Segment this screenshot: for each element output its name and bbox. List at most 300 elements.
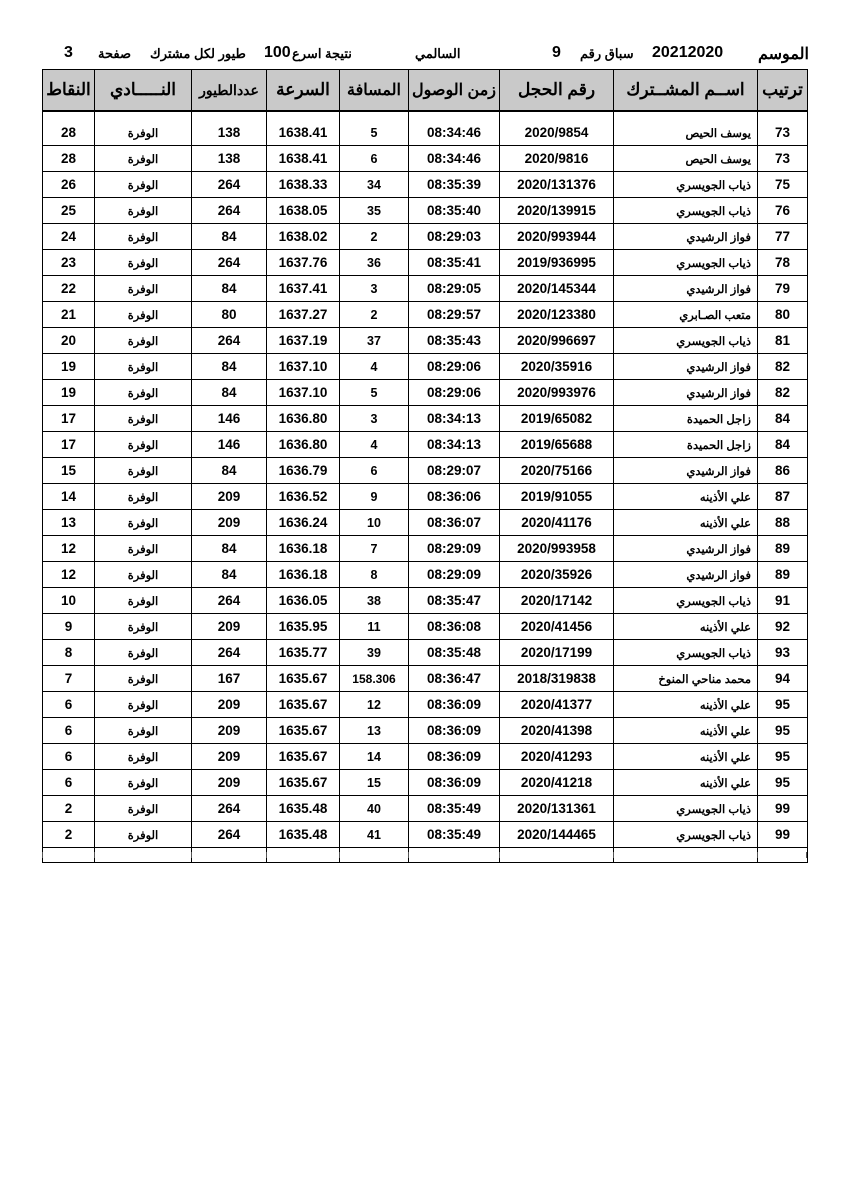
cell-bird-count: 209 (192, 692, 267, 718)
cell-member-name: فواز الرشيدي (614, 536, 758, 562)
cell-club: الوفرة (95, 302, 192, 328)
cell-bird-count: 209 (192, 718, 267, 744)
cell-ring-number: 2020/17142 (500, 588, 614, 614)
cell-distance: 3 (340, 276, 409, 302)
table-row (43, 432, 808, 458)
cell-rank: 95 (758, 692, 808, 718)
cell-arrival-time: 08:34:46 (409, 146, 500, 172)
cell-arrival-time: 08:35:41 (409, 250, 500, 276)
cell-club: الوفرة (95, 562, 192, 588)
cell-club: الوفرة (95, 146, 192, 172)
cell-ring-number: 2020/41456 (500, 614, 614, 640)
cell-rank: 95 (758, 770, 808, 796)
col-member-name-header: اســم المشــترك (614, 70, 758, 112)
table-row (43, 224, 808, 250)
page-label: صفحة (98, 46, 131, 61)
cell-distance: 13 (340, 718, 409, 744)
table-row (43, 614, 808, 640)
cell-rank: 99 (758, 822, 808, 848)
cell-distance: 5 (340, 380, 409, 406)
cell-distance: 6 (340, 458, 409, 484)
cell-rank: 89 (758, 562, 808, 588)
blank-cell (192, 848, 267, 863)
table-row (43, 354, 808, 380)
cell-club: الوفرة (95, 172, 192, 198)
tick-mark (806, 852, 807, 858)
race-name: السالمي (415, 46, 461, 61)
cell-bird-count: 84 (192, 562, 267, 588)
cell-points: 6 (43, 692, 95, 718)
table-row (43, 562, 808, 588)
cell-arrival-time: 08:29:57 (409, 302, 500, 328)
cell-bird-count: 264 (192, 172, 267, 198)
cell-club: الوفرة (95, 588, 192, 614)
cell-club: الوفرة (95, 224, 192, 250)
cell-rank: 86 (758, 458, 808, 484)
cell-ring-number: 2020/17199 (500, 640, 614, 666)
cell-ring-number: 2020/35926 (500, 562, 614, 588)
table-row (43, 302, 808, 328)
cell-distance: 7 (340, 536, 409, 562)
cell-rank: 99 (758, 796, 808, 822)
cell-ring-number: 2020/41398 (500, 718, 614, 744)
cell-rank: 75 (758, 172, 808, 198)
cell-distance: 40 (340, 796, 409, 822)
cell-rank: 80 (758, 302, 808, 328)
cell-arrival-time: 08:34:46 (409, 111, 500, 146)
cell-bird-count: 264 (192, 588, 267, 614)
cell-distance: 8 (340, 562, 409, 588)
season-value: 20212020 (652, 44, 724, 61)
col-rank-header: ترتيب (758, 70, 808, 112)
cell-ring-number: 2020/139915 (500, 198, 614, 224)
cell-club: الوفرة (95, 822, 192, 848)
cell-ring-number: 2019/65688 (500, 432, 614, 458)
cell-member-name: فواز الرشيدي (614, 276, 758, 302)
cell-arrival-time: 08:36:06 (409, 484, 500, 510)
cell-member-name: يوسف الحيص (614, 146, 758, 172)
cell-club: الوفرة (95, 536, 192, 562)
race-label: سباق رقم (580, 46, 634, 61)
cell-ring-number: 2020/9854 (500, 111, 614, 146)
cell-rank: 76 (758, 198, 808, 224)
cell-ring-number: 2020/993958 (500, 536, 614, 562)
cell-speed: 1637.10 (267, 354, 340, 380)
cell-speed: 1636.52 (267, 484, 340, 510)
cell-bird-count: 209 (192, 510, 267, 536)
cell-speed: 1637.76 (267, 250, 340, 276)
cell-arrival-time: 08:35:48 (409, 640, 500, 666)
col-ring-number-header: رقم الحجل (500, 70, 614, 112)
tick-mark (266, 852, 267, 858)
tick-mark (613, 852, 614, 858)
cell-ring-number: 2020/996697 (500, 328, 614, 354)
cell-distance: 2 (340, 224, 409, 250)
cell-points: 26 (43, 172, 95, 198)
cell-rank: 73 (758, 111, 808, 146)
cell-member-name: ذياب الجويسري (614, 588, 758, 614)
table-row (43, 172, 808, 198)
cell-speed: 1638.33 (267, 172, 340, 198)
cell-points: 10 (43, 588, 95, 614)
season-label: الموسم (758, 46, 809, 63)
cell-bird-count: 264 (192, 822, 267, 848)
result-label: نتيجة اسرع (292, 46, 352, 61)
cell-member-name: فواز الرشيدي (614, 458, 758, 484)
cell-club: الوفرة (95, 380, 192, 406)
cell-arrival-time: 08:36:47 (409, 666, 500, 692)
cell-ring-number: 2020/35916 (500, 354, 614, 380)
cell-points: 12 (43, 562, 95, 588)
cell-speed: 1635.67 (267, 770, 340, 796)
cell-ring-number: 2020/75166 (500, 458, 614, 484)
blank-cell (267, 848, 340, 863)
cell-speed: 1638.41 (267, 111, 340, 146)
cell-distance: 41 (340, 822, 409, 848)
cell-speed: 1636.80 (267, 406, 340, 432)
cell-points: 28 (43, 146, 95, 172)
table-row (43, 380, 808, 406)
cell-arrival-time: 08:34:13 (409, 432, 500, 458)
table-row (43, 796, 808, 822)
cell-points: 17 (43, 406, 95, 432)
cell-member-name: علي الأذينه (614, 484, 758, 510)
cell-speed: 1635.67 (267, 744, 340, 770)
cell-arrival-time: 08:35:40 (409, 198, 500, 224)
cell-club: الوفرة (95, 614, 192, 640)
cell-ring-number: 2020/9816 (500, 146, 614, 172)
table-row (43, 640, 808, 666)
cell-rank: 73 (758, 146, 808, 172)
cell-club: الوفرة (95, 328, 192, 354)
cell-member-name: ذياب الجويسري (614, 198, 758, 224)
cell-arrival-time: 08:34:13 (409, 406, 500, 432)
cell-club: الوفرة (95, 718, 192, 744)
cell-speed: 1637.41 (267, 276, 340, 302)
cell-rank: 79 (758, 276, 808, 302)
cell-member-name: ذياب الجويسري (614, 172, 758, 198)
cell-distance: 37 (340, 328, 409, 354)
cell-distance: 39 (340, 640, 409, 666)
cell-ring-number: 2020/131361 (500, 796, 614, 822)
cell-rank: 81 (758, 328, 808, 354)
cell-points: 28 (43, 111, 95, 146)
cell-member-name: محمد مناحي المنوخ (614, 666, 758, 692)
cell-points: 12 (43, 536, 95, 562)
cell-points: 9 (43, 614, 95, 640)
cell-arrival-time: 08:36:09 (409, 770, 500, 796)
cell-distance: 10 (340, 510, 409, 536)
cell-arrival-time: 08:36:09 (409, 692, 500, 718)
cell-points: 14 (43, 484, 95, 510)
cell-ring-number: 2020/41293 (500, 744, 614, 770)
cell-club: الوفرة (95, 406, 192, 432)
cell-arrival-time: 08:36:08 (409, 614, 500, 640)
table-header-row (43, 70, 808, 112)
cell-ring-number: 2019/936995 (500, 250, 614, 276)
cell-speed: 1637.10 (267, 380, 340, 406)
cell-member-name: ذياب الجويسري (614, 250, 758, 276)
cell-club: الوفرة (95, 458, 192, 484)
cell-bird-count: 264 (192, 796, 267, 822)
cell-rank: 77 (758, 224, 808, 250)
cell-rank: 82 (758, 380, 808, 406)
cell-distance: 36 (340, 250, 409, 276)
cell-member-name: فواز الرشيدي (614, 224, 758, 250)
cell-bird-count: 146 (192, 432, 267, 458)
blank-cell (340, 848, 409, 863)
cell-distance: 2 (340, 302, 409, 328)
cell-speed: 1636.24 (267, 510, 340, 536)
cell-member-name: ذياب الجويسري (614, 640, 758, 666)
cell-member-name: زاجل الحميدة (614, 432, 758, 458)
table-row (43, 666, 808, 692)
col-bird-count-header: عددالطيور (192, 70, 267, 112)
cell-member-name: متعب الصـابري (614, 302, 758, 328)
cell-points: 13 (43, 510, 95, 536)
cell-ring-number: 2018/319838 (500, 666, 614, 692)
cell-club: الوفرة (95, 640, 192, 666)
cell-member-name: علي الأذينه (614, 510, 758, 536)
cell-rank: 94 (758, 666, 808, 692)
cell-member-name: علي الأذينه (614, 692, 758, 718)
cell-club: الوفرة (95, 770, 192, 796)
cell-arrival-time: 08:36:07 (409, 510, 500, 536)
cell-points: 7 (43, 666, 95, 692)
cell-points: 19 (43, 380, 95, 406)
cell-speed: 1636.18 (267, 536, 340, 562)
cell-ring-number: 2019/65082 (500, 406, 614, 432)
table-row (43, 276, 808, 302)
birds-per-member: 100 (264, 44, 291, 61)
cell-arrival-time: 08:35:49 (409, 796, 500, 822)
cell-bird-count: 138 (192, 146, 267, 172)
col-distance-header: المسافة (340, 70, 409, 112)
blank-cell (409, 848, 500, 863)
cell-bird-count: 84 (192, 276, 267, 302)
tick-mark (499, 852, 500, 858)
cell-bird-count: 84 (192, 224, 267, 250)
cell-speed: 1635.48 (267, 796, 340, 822)
cell-rank: 82 (758, 354, 808, 380)
cell-arrival-time: 08:29:05 (409, 276, 500, 302)
cell-arrival-time: 08:35:39 (409, 172, 500, 198)
cell-bird-count: 84 (192, 354, 267, 380)
cell-club: الوفرة (95, 692, 192, 718)
cell-club: الوفرة (95, 354, 192, 380)
cell-club: الوفرة (95, 796, 192, 822)
cell-speed: 1635.67 (267, 666, 340, 692)
cell-points: 2 (43, 822, 95, 848)
table-row (43, 510, 808, 536)
cell-bird-count: 80 (192, 302, 267, 328)
cell-member-name: ذياب الجويسري (614, 796, 758, 822)
cell-speed: 1636.18 (267, 562, 340, 588)
cell-distance: 14 (340, 744, 409, 770)
cell-rank: 89 (758, 536, 808, 562)
cell-ring-number: 2020/131376 (500, 172, 614, 198)
cell-ring-number: 2020/144465 (500, 822, 614, 848)
cell-member-name: علي الأذينه (614, 744, 758, 770)
cell-points: 24 (43, 224, 95, 250)
cell-rank: 95 (758, 718, 808, 744)
table-row (43, 406, 808, 432)
cell-rank: 88 (758, 510, 808, 536)
cell-speed: 1635.67 (267, 718, 340, 744)
cell-speed: 1636.80 (267, 432, 340, 458)
table-row (43, 770, 808, 796)
cell-member-name: فواز الرشيدي (614, 354, 758, 380)
cell-member-name: علي الأذينه (614, 718, 758, 744)
cell-bird-count: 209 (192, 614, 267, 640)
cell-speed: 1635.67 (267, 692, 340, 718)
cell-rank: 93 (758, 640, 808, 666)
cell-bird-count: 84 (192, 536, 267, 562)
cell-points: 6 (43, 744, 95, 770)
cell-speed: 1637.19 (267, 328, 340, 354)
cell-club: الوفرة (95, 666, 192, 692)
tick-mark (339, 852, 340, 858)
table-row (43, 484, 808, 510)
table-row (43, 744, 808, 770)
cell-club: الوفرة (95, 432, 192, 458)
cell-distance: 4 (340, 432, 409, 458)
cell-points: 21 (43, 302, 95, 328)
blank-cell (43, 848, 95, 863)
blank-cell (500, 848, 614, 863)
col-arrival-time-header: زمن الوصول (409, 70, 500, 112)
cell-club: الوفرة (95, 744, 192, 770)
cell-bird-count: 146 (192, 406, 267, 432)
cell-bird-count: 264 (192, 640, 267, 666)
cell-speed: 1636.05 (267, 588, 340, 614)
cell-bird-count: 209 (192, 484, 267, 510)
cell-speed: 1635.48 (267, 822, 340, 848)
tick-mark (42, 852, 43, 858)
col-points-header: النقاط (43, 70, 95, 112)
blank-row (43, 848, 808, 863)
cell-member-name: زاجل الحميدة (614, 406, 758, 432)
cell-club: الوفرة (95, 111, 192, 146)
cell-club: الوفرة (95, 484, 192, 510)
cell-points: 23 (43, 250, 95, 276)
cell-distance: 12 (340, 692, 409, 718)
cell-distance: 158.306 (340, 666, 409, 692)
table-row (43, 822, 808, 848)
cell-points: 2 (43, 796, 95, 822)
cell-distance: 34 (340, 172, 409, 198)
cell-bird-count: 167 (192, 666, 267, 692)
cell-club: الوفرة (95, 276, 192, 302)
cell-member-name: فواز الرشيدي (614, 380, 758, 406)
tick-mark (191, 852, 192, 858)
cell-distance: 11 (340, 614, 409, 640)
cell-points: 20 (43, 328, 95, 354)
cell-speed: 1635.77 (267, 640, 340, 666)
cell-points: 17 (43, 432, 95, 458)
cell-speed: 1638.41 (267, 146, 340, 172)
cell-distance: 6 (340, 146, 409, 172)
cell-arrival-time: 08:35:49 (409, 822, 500, 848)
cell-speed: 1636.79 (267, 458, 340, 484)
table-row (43, 328, 808, 354)
cell-distance: 9 (340, 484, 409, 510)
table-row (43, 146, 808, 172)
cell-ring-number: 2020/41377 (500, 692, 614, 718)
cell-arrival-time: 08:29:09 (409, 536, 500, 562)
cell-arrival-time: 08:29:03 (409, 224, 500, 250)
table-row (43, 692, 808, 718)
cell-bird-count: 264 (192, 328, 267, 354)
cell-arrival-time: 08:29:07 (409, 458, 500, 484)
cell-distance: 35 (340, 198, 409, 224)
cell-ring-number: 2020/41218 (500, 770, 614, 796)
cell-distance: 4 (340, 354, 409, 380)
cell-points: 25 (43, 198, 95, 224)
cell-distance: 5 (340, 111, 409, 146)
cell-member-name: فواز الرشيدي (614, 562, 758, 588)
tick-mark (408, 852, 409, 858)
cell-rank: 87 (758, 484, 808, 510)
table-row (43, 588, 808, 614)
table-row (43, 250, 808, 276)
cell-speed: 1635.95 (267, 614, 340, 640)
cell-speed: 1638.02 (267, 224, 340, 250)
birds-label: طيور لكل مشترك (150, 46, 246, 61)
cell-ring-number: 2020/123380 (500, 302, 614, 328)
cell-bird-count: 84 (192, 458, 267, 484)
cell-arrival-time: 08:29:06 (409, 380, 500, 406)
cell-ring-number: 2019/91055 (500, 484, 614, 510)
cell-speed: 1637.27 (267, 302, 340, 328)
cell-ring-number: 2020/41176 (500, 510, 614, 536)
cell-ring-number: 2020/993976 (500, 380, 614, 406)
cell-points: 8 (43, 640, 95, 666)
blank-cell (95, 848, 192, 863)
cell-club: الوفرة (95, 198, 192, 224)
cell-rank: 92 (758, 614, 808, 640)
cell-points: 19 (43, 354, 95, 380)
cell-rank: 84 (758, 432, 808, 458)
cell-speed: 1638.05 (267, 198, 340, 224)
cell-member-name: علي الأذينه (614, 770, 758, 796)
cell-rank: 95 (758, 744, 808, 770)
tick-mark (757, 852, 758, 858)
results-table (42, 69, 808, 863)
table-row (43, 198, 808, 224)
cell-rank: 84 (758, 406, 808, 432)
cell-points: 15 (43, 458, 95, 484)
cell-club: الوفرة (95, 250, 192, 276)
cell-arrival-time: 08:29:06 (409, 354, 500, 380)
cell-arrival-time: 08:35:47 (409, 588, 500, 614)
tick-mark (94, 852, 95, 858)
table-row (43, 536, 808, 562)
cell-member-name: يوسف الحيص (614, 111, 758, 146)
cell-ring-number: 2020/993944 (500, 224, 614, 250)
blank-cell (614, 848, 758, 863)
cell-bird-count: 84 (192, 380, 267, 406)
table-row (43, 111, 808, 146)
cell-member-name: علي الأذينه (614, 614, 758, 640)
cell-member-name: ذياب الجويسري (614, 822, 758, 848)
col-speed-header: السرعة (267, 70, 340, 112)
cell-points: 6 (43, 718, 95, 744)
cell-rank: 91 (758, 588, 808, 614)
cell-rank: 78 (758, 250, 808, 276)
cell-bird-count: 264 (192, 250, 267, 276)
cell-arrival-time: 08:35:43 (409, 328, 500, 354)
